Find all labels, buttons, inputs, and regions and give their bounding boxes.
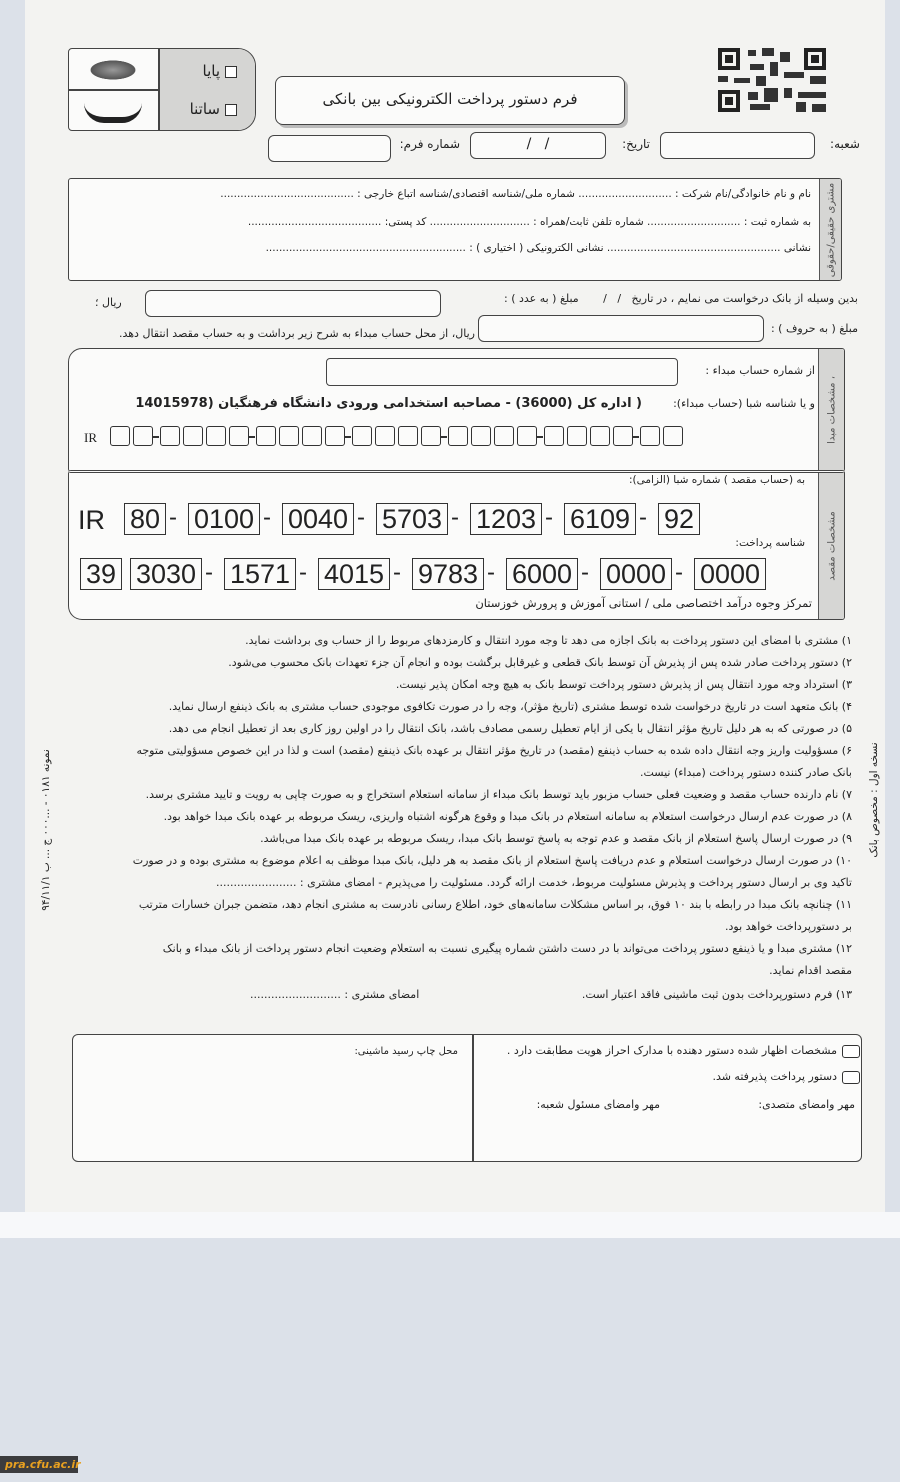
page-gap — [0, 1212, 900, 1238]
terms-list — [100, 630, 852, 1006]
payment-id-group: 0000 — [600, 558, 672, 590]
separator: - — [451, 504, 459, 531]
separator: - — [675, 559, 683, 586]
identity-checkbox[interactable] — [842, 1045, 860, 1058]
amount-words-field[interactable] — [478, 315, 764, 342]
date-field[interactable] — [470, 132, 606, 159]
separator: - — [205, 559, 213, 586]
separator — [441, 436, 447, 438]
satna-label: ساتنا — [189, 100, 220, 118]
term-line: ۹) در صورت ارسال پاسخ استعلام از بانک مقصد و عدم توجه به پاسخ توسط بانک مبدا، ریسک مربوطه بر عهده بانک مبدا می‌باشد. — [260, 832, 852, 845]
separator — [633, 436, 639, 438]
customer-name-line[interactable]: نام و نام خانوادگی/نام شرکت : ............................ شماره ملی/شناسه اقتصادی/شناسه اتباع خارجی : ........................................ — [220, 188, 811, 200]
date-label: تاریخ: — [622, 137, 650, 151]
source-iban-digit-cell[interactable] — [567, 426, 587, 446]
separator: - — [487, 559, 495, 586]
form-number-field[interactable] — [268, 135, 391, 162]
source-iban-prefix: IR — [84, 430, 97, 445]
option-paya[interactable] — [203, 62, 238, 80]
customer-side-label: مشتری حقیقی/حقوقی — [825, 182, 836, 277]
form-code-margin: نمونه ۰۱۸۱ - ...۰۰۰ ج ... ب ۹۴/۱۱/۱ — [40, 749, 52, 911]
separator: - — [545, 504, 553, 531]
term-line: ۲) دستور پرداخت صادر شده پس از پذیرش آن توسط بانک قطعی و غیرقابل برگشت بوده و انجام آن جزء تعهدات بانک محسوب می‌شود. — [228, 656, 852, 669]
source-iban-digit-cell[interactable] — [421, 426, 441, 446]
form-title-box — [275, 76, 625, 125]
copy-label-margin: نسخه اول : مخصوص بانک — [868, 742, 880, 858]
term-line: ۸) در صورت عدم ارسال درخواست استعلام به سامانه استعلام در بانک مبدا و وقوع هرگونه اشتباه واریزی، ریسک مربوطه بر عهده بانک مبدا خواهد بود. — [163, 810, 852, 823]
source-iban-digit-cell[interactable] — [229, 426, 249, 446]
source-iban-digit-cell[interactable] — [256, 426, 276, 446]
payment-id-label: شناسه پرداخت: — [735, 537, 805, 549]
accepted-checkbox[interactable] — [842, 1071, 860, 1084]
separator — [537, 436, 543, 438]
paya-logo-icon — [87, 59, 139, 81]
term-line: ۱۲) مشتری مبدا و یا ذینفع دستور پرداخت می‌تواند با در دست داشتن شماره پیگیری نسبت به استعلام وضعیت انجام دستور پرداخت از بانک مبداء و بانک — [162, 942, 852, 955]
qr-code-icon — [718, 48, 830, 112]
source-iban-digit-cell[interactable] — [494, 426, 514, 446]
separator: - — [639, 504, 647, 531]
destination-iban-group: 0040 — [282, 503, 354, 535]
option-satna[interactable] — [190, 100, 237, 118]
source-iban-digit-cell[interactable] — [133, 426, 153, 446]
source-iban-digit-cell[interactable] — [663, 426, 683, 446]
operator-signature-label: مهر وامضای متصدی: — [758, 1098, 855, 1111]
destination-iban-group: 92 — [658, 503, 700, 535]
satna-logo-icon — [84, 103, 142, 123]
receipt-print-label: محل چاپ رسید ماشینی: — [354, 1046, 458, 1057]
source-iban-digit-cell[interactable] — [517, 426, 537, 446]
terms-last-row — [100, 984, 852, 1006]
term-line: بانک صادر کننده دستور پرداخت (مبداء) نیست. — [639, 766, 852, 779]
source-iban-digit-cell[interactable] — [325, 426, 345, 446]
source-account-label: از شماره حساب مبداء : — [705, 364, 815, 377]
term-line: مقصد اقدام نماید. — [769, 964, 852, 977]
source-iban-digit-cell[interactable] — [110, 426, 130, 446]
source-iban-digit-cell[interactable] — [352, 426, 372, 446]
separator — [153, 436, 159, 438]
separator: - — [263, 504, 271, 531]
watermark[interactable] — [0, 1456, 81, 1473]
payment-id-group: 39 — [80, 558, 122, 590]
branch-label: شعبه: — [830, 137, 860, 151]
source-iban-digit-cell[interactable] — [279, 426, 299, 446]
term-line: تاکید وی بر ارسال دستور پرداخت و پذیرش مسئولیت مربوط، خدمت ارائه گردد. مسئولیت را می‌پذیرم - امضای مشتری : ....................... — [216, 876, 852, 889]
source-sheba-label: و یا شناسه شبا (حساب مبداء): — [673, 397, 815, 410]
destination-iban-group: 6109 — [564, 503, 636, 535]
amount-number-field[interactable] — [145, 290, 441, 317]
source-iban-digit-cell[interactable] — [613, 426, 633, 446]
source-iban-digit-cell[interactable] — [640, 426, 660, 446]
destination-sheba-label: به (حساب مقصد ) شماره شبا (الزامی): — [628, 474, 805, 486]
source-side-label: مشخصات مبدا ، — [826, 376, 837, 444]
term-line: بر دستورپرداخت خواهد بود. — [725, 920, 852, 933]
separator — [249, 436, 255, 438]
separator: - — [357, 504, 365, 531]
watermark-text: pra.cfu.ac.ir — [5, 1458, 81, 1471]
separator: - — [299, 559, 307, 586]
amount-words-suffix: ریال، از محل حساب مبداء به شرح زیر برداشت و به حساب مقصد انتقال دهد. — [118, 327, 475, 340]
term-line: ۱) مشتری با امضای این دستور پرداخت به بانک اجازه می دهد تا وجه مورد انتقال و کارمزدهای مربوط را از حساب وی برداشت نماید. — [245, 634, 852, 647]
terms-lines — [100, 630, 852, 982]
manager-signature-label: مهر وامضای مسئول شعبه: — [536, 1098, 660, 1111]
bank-system-logos — [68, 48, 256, 131]
satna-checkbox[interactable] — [225, 104, 237, 116]
identity-check-label: مشخصات اظهار شده دستور دهنده با مدارک احراز هویت مطابقت دارد . — [506, 1044, 837, 1057]
destination-iban-group: 5703 — [376, 503, 448, 535]
rial-label: ریال ؛ — [95, 296, 122, 309]
destination-iban-group: 1203 — [470, 503, 542, 535]
paya-checkbox[interactable] — [225, 66, 237, 78]
payment-id-group: 4015 — [318, 558, 390, 590]
source-iban-digit-cell[interactable] — [448, 426, 468, 446]
term-line: ۴) بانک متعهد است در تاریخ درخواست شده توسط مشتری (تاریخ مؤثر)، وجه را در صورت تکافوی موجودی حساب مشتری به بانک ذینفع ارسال نماید. — [168, 700, 852, 713]
source-iban-digit-cell[interactable] — [398, 426, 418, 446]
customer-section — [68, 178, 842, 281]
separator: - — [393, 559, 401, 586]
source-iban-digit-cell[interactable] — [590, 426, 610, 446]
term-line: ۱۱) چنانچه بانک مبدا در رابطه با بند ۱۰ فوق، بر اساس مشکلات سامانه‌های خود، اطلاع رسانی نادرست به مشتری انجام دهد، متضمن جبران خسارات مترتب — [138, 898, 852, 911]
term-line: ۷) نام دارنده حساب مقصد و وضعیت فعلی حساب مزبور باید توسط بانک مبداء از سامانه استعلام استخراج و به صورت چاپی به رویت و تایید مشتری برسد. — [145, 788, 852, 801]
source-iban-digit-cell[interactable] — [160, 426, 180, 446]
term-line: ۱۰) در صورت ارسال درخواست استعلام و عدم دریافت پاسخ استعلام از بانک مقصد به هر دلیل، بانک مبدا موظف به اعلام موضوع به مشتری بوده و در صورت — [132, 854, 852, 867]
term-line: ۵) در صورتی که به هر دلیل تاریخ مؤثر انتقال با یکی از ایام تعطیل رسمی مصادف باشد، بانک انتقال را در اولین روز کاری بعد از تعطیل انجام می دهد. — [168, 722, 852, 735]
destination-iban-group: 80 — [124, 503, 166, 535]
amount-words-label: مبلغ ( به حروف ) : — [770, 322, 858, 335]
paya-label: پایا — [202, 62, 220, 80]
destination-note: تمرکز وجوه درآمد اختصاصی ملی / استانی آموزش و پرورش خوزستان — [475, 596, 812, 610]
source-iban-digit-cell[interactable] — [375, 426, 395, 446]
customer-address-line[interactable]: نشانی .................................................... نشانی الکترونیکی ( اختیاری ) : ............................................................ — [265, 242, 811, 254]
form-number-label: شماره فرم: — [399, 137, 460, 151]
date-value: / / — [526, 136, 550, 152]
term-line: ۶) مسؤولیت واریز وجه انتقال داده شده به حساب ذینفع (مقصد) در تاریخ مؤثر انتقال بر عهده بانک ذینفع (مقصد) است و لذا در این خصوص مسؤولیتی متوجه — [136, 744, 852, 757]
source-iban-digit-cell[interactable] — [206, 426, 226, 446]
customer-signature-line[interactable]: امضای مشتری : .......................... — [250, 988, 420, 1001]
destination-iban-group: 0100 — [188, 503, 260, 535]
source-iban-digit-cell[interactable] — [183, 426, 203, 446]
customer-registration-line[interactable]: به شماره ثبت : ............................ شماره تلفن ثابت/همراه : .............................. کد پستی: ........................................ — [247, 216, 811, 228]
accepted-check[interactable] — [712, 1070, 860, 1084]
accepted-check-label: دستور پرداخت پذیرفته شد. — [712, 1070, 837, 1083]
form-title: فرم دستور پرداخت الکترونیکی بین بانکی — [322, 90, 578, 108]
source-account-field[interactable] — [326, 358, 678, 386]
payment-id-group: 6000 — [506, 558, 578, 590]
identity-check[interactable] — [507, 1044, 860, 1058]
payment-id-group: 3030 — [130, 558, 202, 590]
amount-request-text: بدین وسیله از بانک درخواست می نمایم ، در تاریخ / / مبلغ ( به عدد ) : — [504, 292, 858, 305]
destination-side-label: مشخصات مقصد — [826, 511, 837, 581]
destination-iban-prefix: IR — [78, 505, 105, 535]
source-iban-digit-cell[interactable] — [544, 426, 564, 446]
source-iban-digit-cell[interactable] — [302, 426, 322, 446]
payment-id-group: 9783 — [412, 558, 484, 590]
source-sheba-text: ( اداره کل (36000) - مصاحبه استخدامی ورودی دانشگاه فرهنگیان (14015978 — [135, 396, 642, 411]
separator: - — [581, 559, 589, 586]
separator — [345, 436, 351, 438]
term-line: ۳) استرداد وجه مورد انتقال پس از پذیرش دستور پرداخت توسط بانک به هیچ وجه امکان پذیر نیست. — [395, 678, 852, 691]
payment-id-group: 1571 — [224, 558, 296, 590]
term-line: ۱۳) فرم دستورپرداخت بدون ثبت ماشینی فاقد اعتبار است. — [581, 988, 852, 1001]
branch-field[interactable] — [660, 132, 815, 159]
separator: - — [169, 504, 177, 531]
source-iban-digit-cell[interactable] — [471, 426, 491, 446]
payment-id-group: 0000 — [694, 558, 766, 590]
